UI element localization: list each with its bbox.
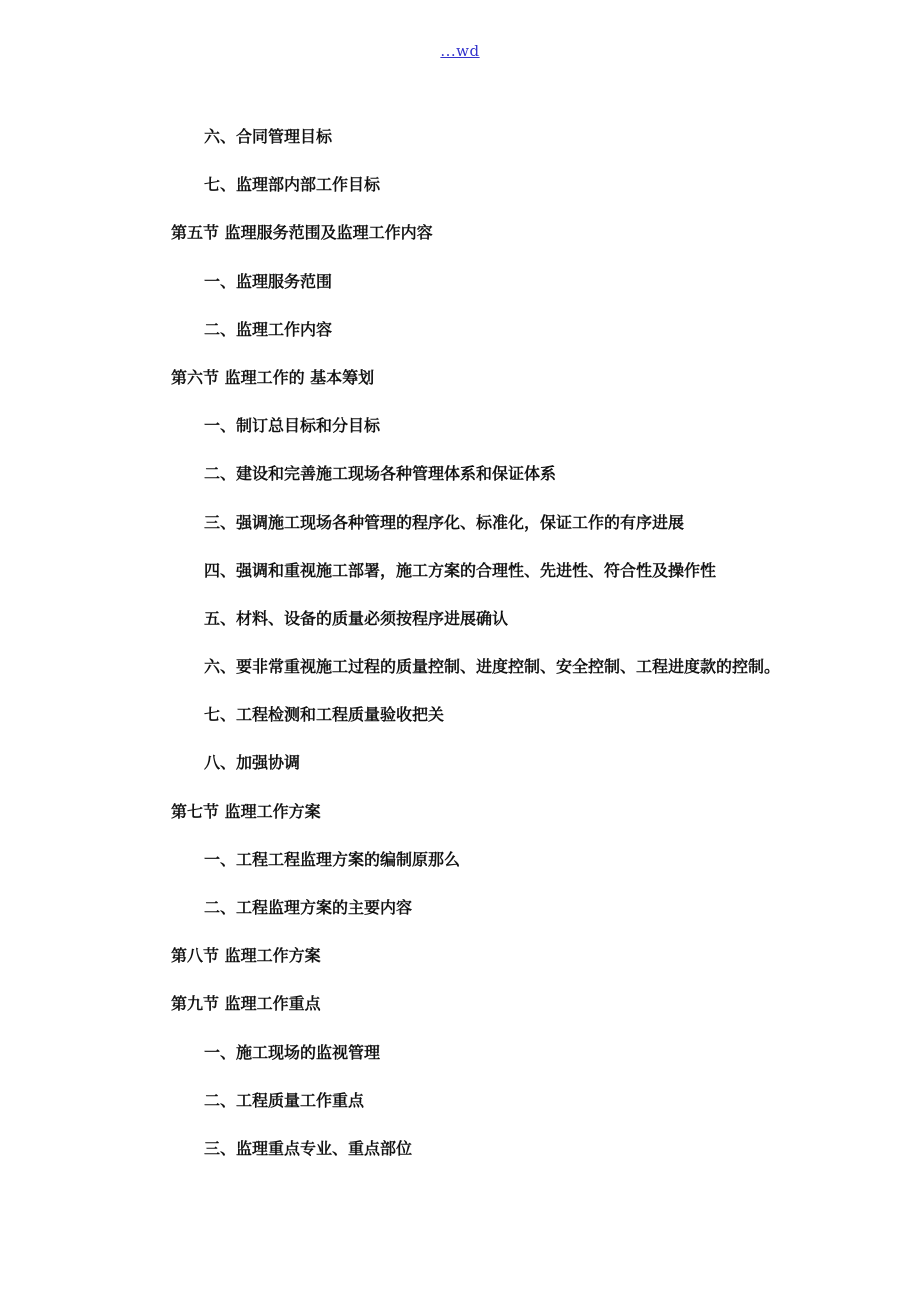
toc-item[interactable]: 六、合同管理目标 <box>204 127 333 146</box>
toc-section-heading[interactable]: 第九节 监理工作重点 <box>171 994 321 1014</box>
toc-section-heading[interactable]: 第六节 监理工作的 基本筹划 <box>171 367 375 387</box>
toc-item[interactable]: 一、工程工程监理方案的编制原那么 <box>204 849 461 869</box>
toc-item[interactable]: 六、要非常重视施工过程的质量控制、进度控制、安全控制、工程进度款的控制。 <box>204 657 781 677</box>
toc-item[interactable]: 一、监理服务范围 <box>204 271 333 291</box>
toc-item[interactable]: 五、材料、设备的质量必须按程序进展确认 <box>204 608 509 628</box>
toc-item[interactable]: 二、监理工作内容 <box>204 319 333 339</box>
toc-item[interactable]: 四、强调和重视施工部署，施工方案的合理性、先进性、符合性及操作性 <box>204 560 717 580</box>
toc-item[interactable]: 二、工程质量工作重点 <box>204 1090 365 1110</box>
header-link[interactable]: ...wd <box>440 42 480 60</box>
toc-item[interactable]: 三、监理重点专业、重点部位 <box>204 1138 413 1158</box>
toc-item[interactable]: 七、监理部内部工作目标 <box>204 175 381 195</box>
toc-item[interactable]: 一、制订总目标和分目标 <box>204 416 381 436</box>
toc-item[interactable]: 三、强调施工现场各种管理的程序化、标准化，保证工作的有序进展 <box>204 512 685 532</box>
toc-item[interactable]: 八、加强协调 <box>204 753 301 773</box>
toc-item[interactable]: 二、建设和完善施工现场各种管理体系和保证体系 <box>204 464 557 484</box>
toc-section-heading[interactable]: 第五节 监理服务范围及监理工作内容 <box>171 223 433 243</box>
table-of-contents <box>0 125 920 1185</box>
toc-section-heading[interactable]: 第七节 监理工作方案 <box>171 801 321 821</box>
toc-section-heading[interactable]: 第八节 监理工作方案 <box>171 946 321 966</box>
toc-item[interactable]: 二、工程监理方案的主要内容 <box>204 898 413 917</box>
toc-item[interactable]: 七、工程检测和工程质量验收把关 <box>204 705 445 725</box>
toc-item[interactable]: 一、施工现场的监视管理 <box>204 1042 381 1062</box>
